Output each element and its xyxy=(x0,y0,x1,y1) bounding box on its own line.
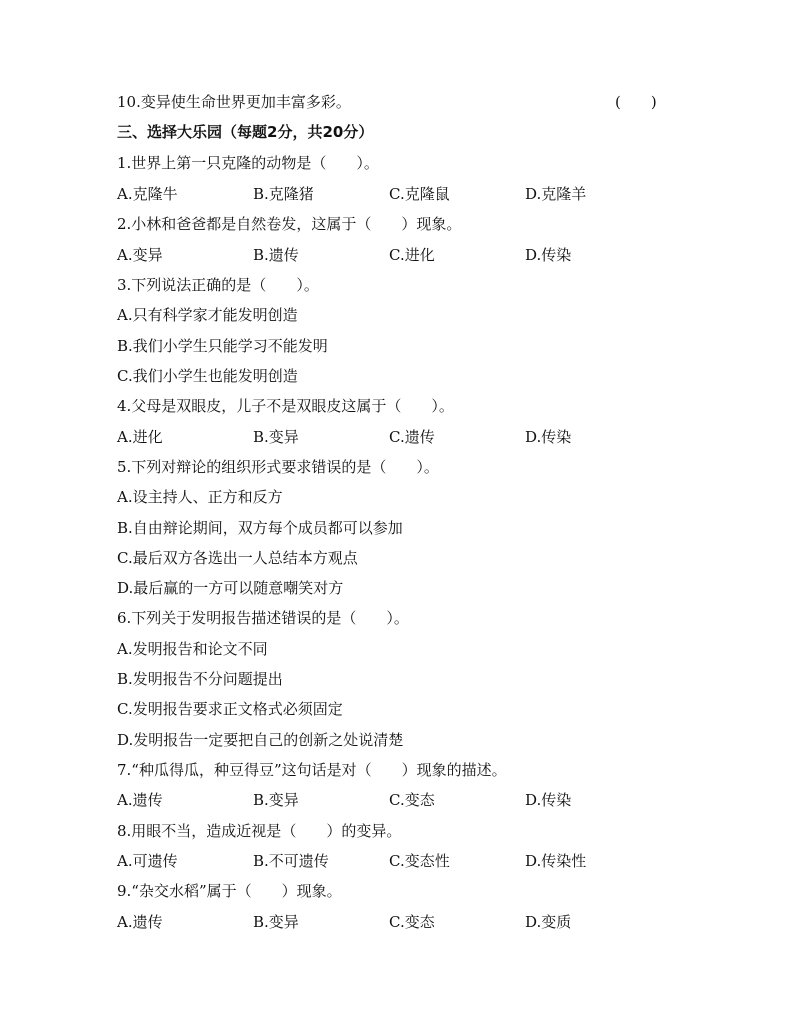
question-4-option-b: B.变异 xyxy=(253,428,299,446)
question-2-option-a: A.变异 xyxy=(117,246,163,264)
question-5-option-c: C.最后双方各选出一人总结本方观点 xyxy=(117,549,358,567)
question-8-option-b: B.不可遗传 xyxy=(253,852,329,870)
question-4-option-a: A.进化 xyxy=(117,428,163,446)
question-3-option-c: C.我们小学生也能发明创造 xyxy=(117,367,298,385)
question-7-option-b: B.变异 xyxy=(253,791,299,809)
question-9-option-a: A.遗传 xyxy=(117,913,163,931)
question-9-option-d: D.变质 xyxy=(525,913,572,931)
question-7-stem: 7.“种瓜得瓜，种豆得豆”这句话是对（ ）现象的描述。 xyxy=(117,761,507,779)
question-5-option-a: A.设主持人、正方和反方 xyxy=(117,488,283,506)
question-1-option-d: D.克隆羊 xyxy=(525,185,587,203)
question-4-stem: 4.父母是双眼皮，儿子不是双眼皮这属于（ ）。 xyxy=(117,397,454,415)
question-2-option-d: D.传染 xyxy=(525,246,572,264)
question-8-option-c: C.变态性 xyxy=(389,852,450,870)
question-2-stem: 2.小林和爸爸都是自然卷发，这属于（ ）现象。 xyxy=(117,215,462,233)
statement-10: 10.变异使生命世界更加丰富多彩。 xyxy=(117,93,351,111)
question-9-stem: 9.“杂交水稻”属于（ ）现象。 xyxy=(117,882,342,900)
question-4-option-c: C.遗传 xyxy=(389,428,435,446)
question-6-option-b: B.发明报告不分问题提出 xyxy=(117,670,283,688)
answer-parens-10: ( ) xyxy=(615,93,657,111)
question-3-stem: 3.下列说法正确的是（ ）。 xyxy=(117,276,319,294)
question-1-option-b: B.克隆猪 xyxy=(253,185,314,203)
question-6-option-d: D.发明报告一定要把自己的创新之处说清楚 xyxy=(117,731,404,749)
question-3-option-b: B.我们小学生只能学习不能发明 xyxy=(117,337,328,355)
section-heading: 三、选择大乐园（每题2分，共20分） xyxy=(117,123,374,141)
question-8-stem: 8.用眼不当，造成近视是（ ）的变异。 xyxy=(117,822,402,840)
question-1-option-c: C.克隆鼠 xyxy=(389,185,450,203)
question-4-option-d: D.传染 xyxy=(525,428,572,446)
question-1-option-a: A.克隆牛 xyxy=(117,185,178,203)
question-7-option-a: A.遗传 xyxy=(117,791,163,809)
question-6-option-a: A.发明报告和论文不同 xyxy=(117,640,268,658)
question-7-option-c: C.变态 xyxy=(389,791,435,809)
question-8-option-a: A.可遗传 xyxy=(117,852,178,870)
question-2-option-b: B.遗传 xyxy=(253,246,299,264)
question-2-option-c: C.进化 xyxy=(389,246,435,264)
question-5-stem: 5.下列对辩论的组织形式要求错误的是（ ）。 xyxy=(117,458,439,476)
question-6-option-c: C.发明报告要求正文格式必须固定 xyxy=(117,700,343,718)
question-5-option-d: D.最后赢的一方可以随意嘲笑对方 xyxy=(117,579,344,597)
question-3-option-a: A.只有科学家才能发明创造 xyxy=(117,306,298,324)
question-1-stem: 1.世界上第一只克隆的动物是（ ）。 xyxy=(117,154,379,172)
question-7-option-d: D.传染 xyxy=(525,791,572,809)
question-6-stem: 6.下列关于发明报告描述错误的是（ ）。 xyxy=(117,609,409,627)
question-9-option-c: C.变态 xyxy=(389,913,435,931)
question-9-option-b: B.变异 xyxy=(253,913,299,931)
question-8-option-d: D.传染性 xyxy=(525,852,587,870)
question-5-option-b: B.自由辩论期间，双方每个成员都可以参加 xyxy=(117,519,403,537)
